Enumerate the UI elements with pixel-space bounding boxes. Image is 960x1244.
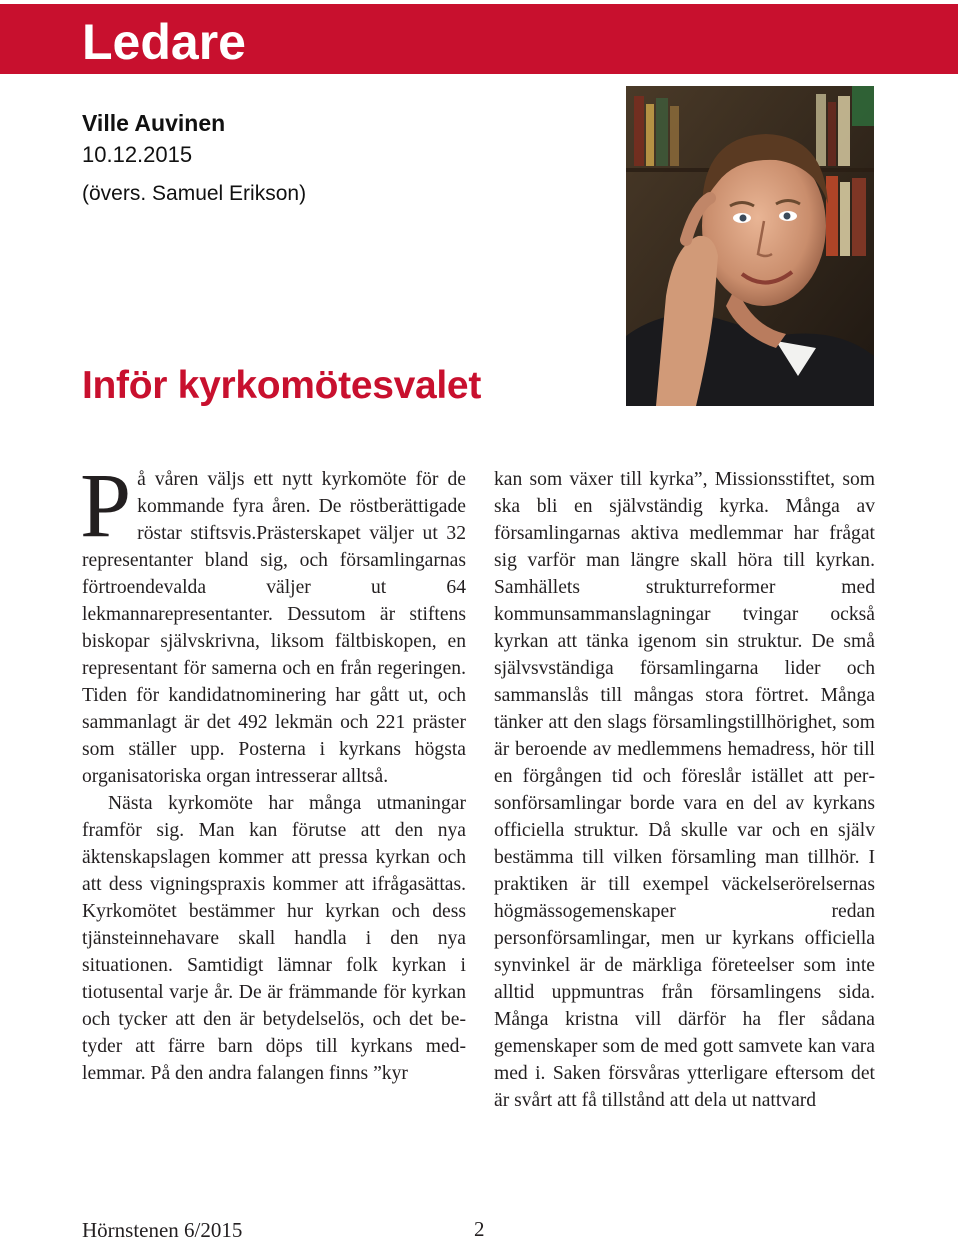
page-number: 2 bbox=[474, 1217, 485, 1241]
article-paragraph bbox=[80, 454, 466, 790]
author-portrait bbox=[626, 86, 874, 406]
article-paragraph: kan som växer till kyrka”, Missionsstiftet, som ska bli en självständig kyrka. Många av församlingarnas aktiva medlemmar har frågat sig varför man längre skall höra till kyrkan. Samhällets strukturreformer med kommunsammanslagningar tvingar också kyrkan att tänka igenom sin struktur. De små självsvständiga församlingarna lider och sammanslås till mångas stora förtret. Många tänker att den slags församlingstillhörighet, som är beroende av medlemmens hemadress, hör till en förgången tid och föreslår istället att personförsamlingar borde vara en del av kyrkans officiella struktur. Då skulle var och en själv bestämma till vilken församling man tillhör. I praktiken är till exempel väckelserörelsernas högmässogemenskaper redan personförsamlingar, men ur kyrkans officiella synvinkel är de märkliga företeelser som inte alltid uppmuntras från församlingens sida. Många kristna vill därför ha fler sådana gemenskaper som de med gott samvete kan vara med i. Saken försvåras ytterligare eftersom det är svårt att få tillstånd att dela ut nattvard bbox=[494, 469, 875, 1111]
article-headline: Inför kyrkomötesvalet bbox=[82, 364, 482, 407]
publish-date: 10.12.2015 bbox=[82, 142, 193, 167]
author-name: Ville Auvinen bbox=[82, 110, 226, 136]
section-banner bbox=[0, 4, 958, 74]
publication-name: Hörnstenen 6/2015 bbox=[82, 1218, 243, 1242]
article-column-right bbox=[494, 466, 875, 1114]
article-paragraph: Nästa kyrkomöte har många utmaningar framför sig. Man kan förutse att den nya äktenskapslagen kommer att pressa kyrkan och att dess vigningspraxis kommer att ifrågasättas. Kyrkomötet bestämmer hur kyrkan och dess tjänsteinnehavare skall handla i den nya situationen. Samtidigt lämnar folk kyrkan i tiotusental varje år. De är främmande för kyrkan och tycker att den är betydelselös, och det betyder att färre barn döps till kyrkans medlemmar. På den andra falangen finns ”kyr bbox=[82, 793, 466, 1084]
paragraph-text: å våren väljs ett nytt kyrkomöte för de kommande fyra åren. De röstberättigade röstar stiftsvis.Prästerskapet väljer ut 32 representanter bland sig, och församlingarnas förtroendevalda väljer ut 64 lekmannarepresentanter. Dessutom är stiftens biskopar självskrivna, liksom fältbiskopen, en representant för samerna och en från regeringen. Tiden för kandidatnominering har gått ut, och sammanlagt är det 492 lekmän och 221 präster som ställer upp. Posterna i kyrkans högsta organisatoriska organ intresserar alltså. bbox=[82, 469, 466, 787]
section-title: Ledare bbox=[82, 14, 246, 70]
author-portrait-illustration bbox=[626, 86, 874, 406]
translator-credit: (övers. Samuel Erikson) bbox=[82, 182, 307, 205]
article-meta bbox=[82, 108, 306, 216]
drop-cap: P bbox=[80, 454, 132, 556]
article-column-left bbox=[80, 454, 466, 1087]
